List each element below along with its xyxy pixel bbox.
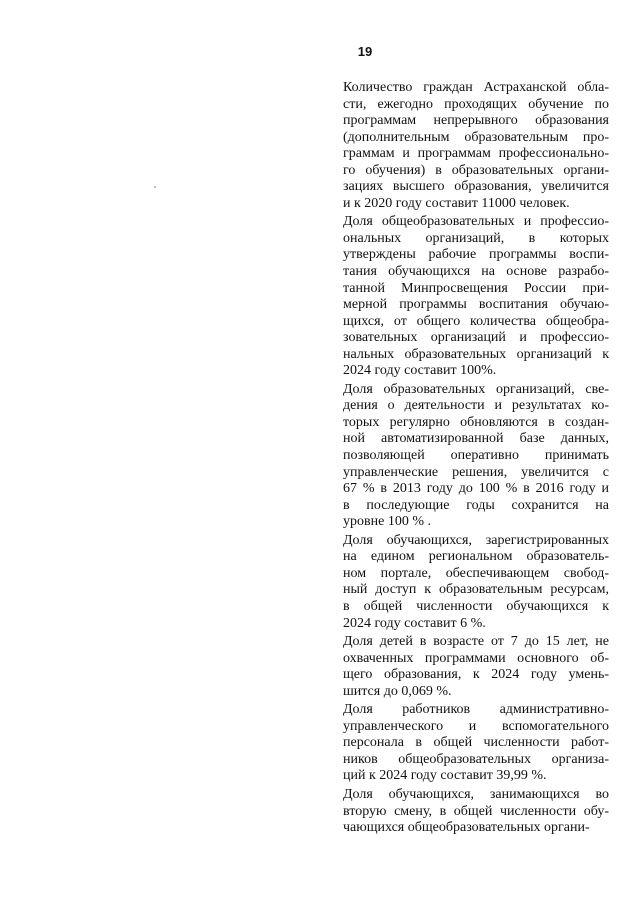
text-line: щихся, от общего количества общеобра- <box>343 313 609 329</box>
text-line: персонала в общей численности работ- <box>343 735 609 751</box>
text-line: ников общеобразовательных организа- <box>343 751 609 767</box>
paragraph <box>343 533 609 632</box>
text-line: на едином региональном образователь- <box>343 549 609 565</box>
document-body <box>343 80 609 839</box>
paragraph <box>343 214 609 379</box>
paragraph <box>343 787 609 837</box>
text-line: щего образования, к 2024 году умень- <box>343 667 609 683</box>
page-number: 19 <box>357 44 373 59</box>
text-line: Доля обучающихся, занимающихся во <box>343 786 609 802</box>
text-line: 2024 году составит 100%. <box>343 363 497 379</box>
paragraph <box>343 80 609 212</box>
text-line: дения о деятельности и результатах ко- <box>343 398 609 414</box>
text-line: Доля общеобразовательных и профессио- <box>343 214 609 230</box>
text-line: ной автоматизированной базе данных, <box>343 431 609 447</box>
text-line: охваченных программами основного об- <box>343 650 609 666</box>
text-line: граммам и программам профессионально- <box>343 146 609 162</box>
text-line: мерной программы воспитания обучаю- <box>343 297 609 313</box>
text-line: Доля обучающихся, зарегистрированных <box>343 532 609 548</box>
text-line: ональных организаций, в которых <box>343 230 609 246</box>
text-line: вторую смену, в общей численности обу- <box>343 803 609 819</box>
text-line: в общей численности обучающихся к <box>343 598 609 614</box>
text-line: зациях высшего образования, увеличится <box>343 179 609 195</box>
text-line: Доля работников административно- <box>343 702 609 718</box>
text-line: Доля детей в возрасте от 7 до 15 лет, не <box>343 634 609 650</box>
text-line: Количество граждан Астраханской обла- <box>343 80 609 95</box>
text-line: танной Минпросвещения России при- <box>343 280 609 296</box>
text-line: программам непрерывного образования <box>343 113 609 129</box>
text-line: тания обучающихся на основе разрабо- <box>343 264 609 280</box>
text-line: ный доступ к образовательным ресурсам, <box>343 582 609 598</box>
text-line: торых регулярно обновляются в создан- <box>343 414 609 430</box>
text-line: позволяющей оперативно принимать <box>343 448 609 464</box>
text-line: нальных образовательных организаций к <box>343 346 609 362</box>
paragraph <box>343 634 609 700</box>
text-line: го обучения) в образовательных органи- <box>343 162 609 178</box>
text-line: управленческого и вспомогательного <box>343 718 609 734</box>
paragraph <box>343 702 609 785</box>
scan-speck <box>154 186 156 188</box>
text-line: ном портале, обеспечивающем свобод- <box>343 565 609 581</box>
text-line: и к 2020 году составит 11000 человек. <box>343 195 570 211</box>
text-line: 2024 году составит 6 %. <box>343 615 486 631</box>
text-line: шится до 0,069 %. <box>343 683 452 699</box>
text-line: управленческие решения, увеличится с <box>343 464 609 480</box>
text-line: в последующие годы сохранится на <box>343 497 609 513</box>
text-line: (дополнительным образовательным про- <box>343 129 609 145</box>
text-line: Доля образовательных организаций, све- <box>343 381 609 397</box>
text-line: зовательных организаций и профессио- <box>343 330 609 346</box>
text-line: утверждены рабочие программы воспи- <box>343 247 609 263</box>
text-line: уровне 100 % . <box>343 514 431 530</box>
text-line: чающихся общеобразовательных органи- <box>343 820 590 836</box>
paragraph <box>343 382 609 531</box>
text-line: 67 % в 2013 году до 100 % в 2016 году и <box>343 481 609 497</box>
text-line: сти, ежегодно проходящих обучение по <box>343 96 609 112</box>
text-line: ций к 2024 году составит 39,99 %. <box>343 768 547 784</box>
